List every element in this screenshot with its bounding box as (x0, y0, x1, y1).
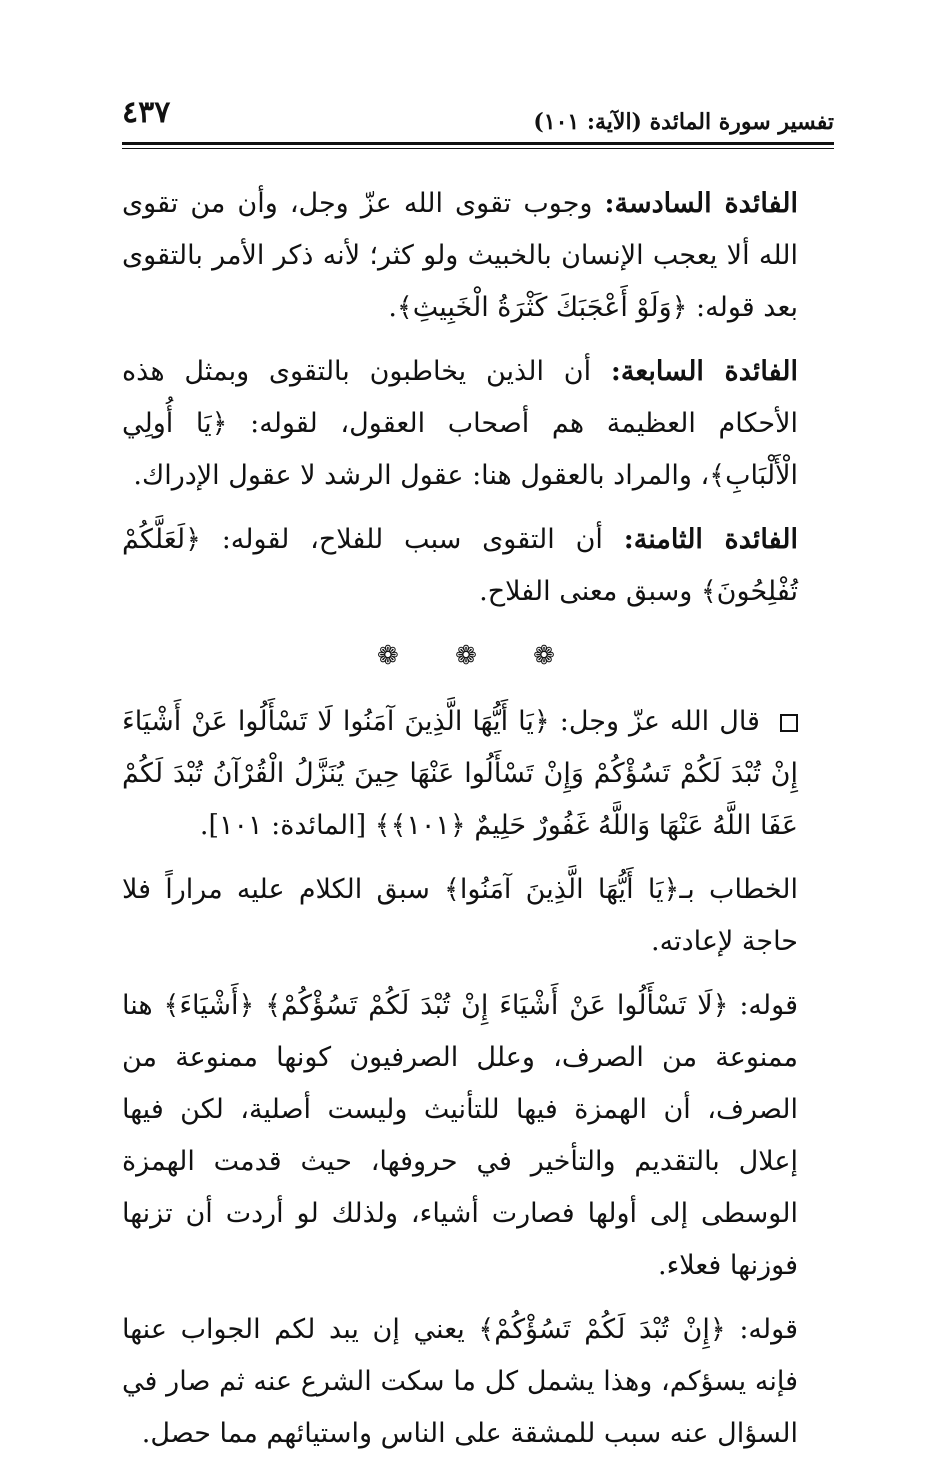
benefit-paragraph (122, 346, 834, 502)
benefit-text: أن الذين يخاطبون بالتقوى وبمثل هذه الأحكام العظيمة هم أصحاب العقول، لقوله: ﴿يَا أُولِي الْأَلْبَابِ﴾، والمراد بالعقول هنا: عقول الرشد لا عقول الإدراك. (122, 356, 798, 491)
benefit-heading: الفائدة السابعة: (610, 356, 798, 387)
benefit-text: وجوب تقوى الله عزّ وجل، وأن من تقوى الله ألا يعجب الإنسان بالخبيث ولو كثر؛ لأنه ذكر الأمر بالتقوى بعد قوله: ﴿وَلَوْ أَعْجَبَكَ كَثْرَةُ الْخَبِيثِ﴾. (122, 188, 798, 323)
benefit-text: أن التقوى سبب للفلاح، لقوله: ﴿لَعَلَّكُمْ تُفْلِحُونَ﴾ وسبق معنى الفلاح. (122, 524, 798, 607)
verse-text: قال الله عزّ وجل: ﴿يَا أَيُّهَا الَّذِينَ آمَنُوا لَا تَسْأَلُوا عَنْ أَشْيَاءَ إِنْ تُبْدَ لَكُمْ تَسُؤْكُمْ وَإِنْ تَسْأَلُوا عَنْهَا حِينَ يُنَزَّلُ الْقُرْآنُ تُبْدَ لَكُمْ عَفَا اللَّهُ عَنْهَا وَاللَّهُ غَفُورٌ حَلِيمٌ ﴿١٠١﴾﴾ [المائدة: ١٠١]. (122, 706, 798, 841)
page-header (122, 95, 834, 145)
running-title: تفسير سورة المائدة (الآية: ١٠١) (533, 109, 834, 135)
header-rule-thin (122, 148, 834, 149)
square-bullet-icon (780, 714, 798, 732)
header-rule-thick (122, 142, 834, 145)
commentary-paragraph: قوله: ﴿إِنْ تُبْدَ لَكُمْ تَسُؤْكُمْ﴾ يعني إن يبد لكم الجواب عنها فإنه يسؤكم، وهذا يشمل كل ما سكت الشرع عنه ثم صار في السؤال عنه سبب للمشقة على الناس واستيائهم مما حصل. (122, 1314, 798, 1449)
page-number: ٤٣٧ (122, 95, 171, 130)
benefit-paragraph (122, 514, 834, 618)
verse-paragraph (122, 696, 834, 852)
benefit-heading: الفائدة السادسة: (604, 188, 798, 219)
page-body (122, 178, 834, 1472)
commentary-paragraph: الخطاب بـ﴿يَا أَيُّهَا الَّذِينَ آمَنُوا﴾ سبق الكلام عليه مراراً فلا حاجة لإعادته. (122, 874, 798, 957)
section-separator: ❁ ❁ ❁ (377, 641, 579, 671)
commentary-paragraph: قوله: ﴿لَا تَسْأَلُوا عَنْ أَشْيَاءَ إِنْ تُبْدَ لَكُمْ تَسُؤْكُمْ﴾ ﴿أَشْيَاءَ﴾ هنا ممنوعة من الصرف، وعلل الصرفيون كونها ممنوعة من الصرف، أن الهمزة فيها للتأنيث وليست أصلية، لكن فيها إعلال بالتقديم والتأخير في حروفها، حيث قدمت الهمزة الوسطى إلى أولها فصارت أشياء، ولذلك لو أردت أن تزنها فوزنها فعلاء. (122, 990, 798, 1281)
benefit-paragraph (122, 178, 834, 334)
benefit-heading: الفائدة الثامنة: (623, 524, 799, 555)
